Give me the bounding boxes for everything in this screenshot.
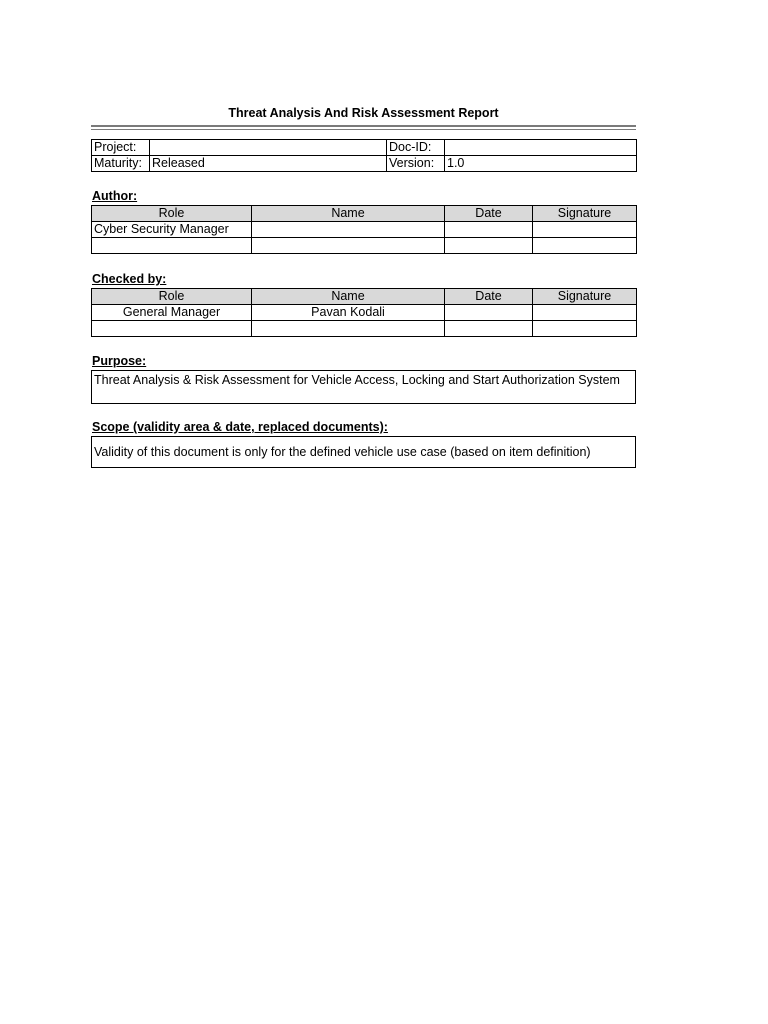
column-header-date: Date bbox=[445, 206, 533, 222]
table-header-row bbox=[92, 206, 637, 222]
title-divider bbox=[91, 125, 636, 127]
author-date bbox=[445, 222, 533, 238]
table-row bbox=[92, 305, 637, 321]
checker-date bbox=[445, 305, 533, 321]
column-header-name: Name bbox=[252, 206, 445, 222]
author-role bbox=[92, 238, 252, 254]
maturity-value: Released bbox=[150, 156, 387, 172]
author-table bbox=[91, 205, 637, 254]
author-signature bbox=[533, 238, 637, 254]
purpose-heading: Purpose: bbox=[92, 354, 147, 368]
author-signature bbox=[533, 222, 637, 238]
checker-signature bbox=[533, 321, 637, 337]
version-label: Version: bbox=[387, 156, 445, 172]
author-name bbox=[252, 238, 445, 254]
version-value: 1.0 bbox=[445, 156, 637, 172]
checker-role: General Manager bbox=[92, 305, 252, 321]
checker-signature bbox=[533, 305, 637, 321]
column-header-date: Date bbox=[445, 289, 533, 305]
author-name bbox=[252, 222, 445, 238]
author-role: Cyber Security Manager bbox=[92, 222, 252, 238]
table-row bbox=[92, 140, 637, 156]
checker-role bbox=[92, 321, 252, 337]
author-date bbox=[445, 238, 533, 254]
checked-by-heading: Checked by: bbox=[92, 272, 167, 286]
table-row bbox=[92, 238, 637, 254]
project-label: Project: bbox=[92, 140, 150, 156]
title-divider-thin bbox=[91, 129, 636, 130]
purpose-text: Threat Analysis & Risk Assessment for Vehicle Access, Locking and Start Authorization System bbox=[91, 370, 636, 404]
scope-text: Validity of this document is only for the defined vehicle use case (based on item definition) bbox=[91, 436, 636, 468]
table-row bbox=[92, 156, 637, 172]
checker-name bbox=[252, 321, 445, 337]
table-row bbox=[92, 321, 637, 337]
table-row bbox=[92, 222, 637, 238]
column-header-signature: Signature bbox=[533, 289, 637, 305]
maturity-label: Maturity: bbox=[92, 156, 150, 172]
docid-value bbox=[445, 140, 637, 156]
checker-date bbox=[445, 321, 533, 337]
table-header-row bbox=[92, 289, 637, 305]
column-header-name: Name bbox=[252, 289, 445, 305]
column-header-signature: Signature bbox=[533, 206, 637, 222]
author-heading: Author: bbox=[92, 189, 138, 203]
checker-name: Pavan Kodali bbox=[252, 305, 445, 321]
checked-by-table bbox=[91, 288, 637, 337]
column-header-role: Role bbox=[92, 206, 252, 222]
scope-heading: Scope (validity area & date, replaced documents): bbox=[92, 420, 388, 434]
page-title: Threat Analysis And Risk Assessment Report bbox=[228, 106, 499, 120]
header-info-table bbox=[91, 139, 637, 172]
docid-label: Doc-ID: bbox=[387, 140, 445, 156]
column-header-role: Role bbox=[92, 289, 252, 305]
project-value bbox=[150, 140, 387, 156]
